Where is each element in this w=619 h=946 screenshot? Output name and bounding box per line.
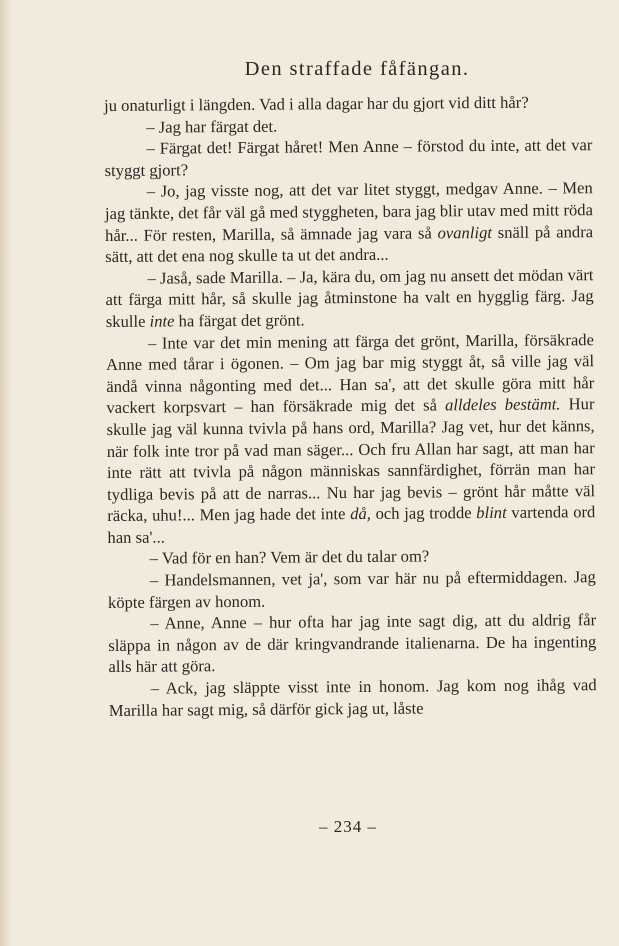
emphasis-text: då, [350, 504, 371, 524]
paragraph [106, 329, 596, 549]
body-text [104, 91, 597, 721]
text-run: ha färgat det grönt. [174, 310, 305, 331]
text-run: – Handelsmannen, vet ja', som var här nu på eftermiddagen. Jag köpte färgen av honom. [107, 567, 596, 612]
text-run: – Inte var det min mening att färga det grönt, Marilla, försäkrade Anne med tårar i ögonen. – Om jag bar mig styggt åt, så ville jag väl ändå vinna någonting med det... Han sa', att det skulle göra mitt hår vackert korpsvart – han försäkrade mig det så [106, 329, 595, 418]
text-run: – Jo, jag visste nog, att det var litet styggt, medgav Anne. – Men jag tänkte, det får väl gå med styggheten, bara jag blir utav med mitt röda hår... För resten, Marilla, så ämnade jag vara så [104, 178, 593, 245]
text-run: – Jag har färgat det. [146, 116, 278, 137]
emphasis-text: ovanligt [437, 222, 493, 242]
text-run: Hur skulle jag väl kunna tvivla på hans ord, Marilla? Jag vet, hur det känns, när folk inte tror på vad man säger... Och fru Allan har sagt, att man har inte rätt att tvivla på någon människas sannfärdighet, förrän man har tydliga bevis på att de narras... Nu har jag bevis – grönt hår måtte väl räcka, uhu!... Men jag hade det inte [106, 394, 596, 526]
paragraph [104, 91, 592, 116]
text-run: – Ack, jag släppte visst inte in honom. Jag kom nog ihåg vad Marilla har sagt mig, så därför gick jag ut, låste [108, 675, 597, 720]
text-run: – Anne, Anne – hur ofta har jag inte sagt dig, att du aldrig får släppa in någon av de där kringvandrande italienarna. De ha ingenting alls här att göra. [108, 610, 597, 677]
paragraph [108, 566, 596, 613]
paragraph [104, 134, 592, 181]
text-run: – Jaså, sade Marilla. – Ja, kära du, om jag nu ansett det mödan värt att färga mitt hår, så skulle jag åtminstone ha valt en hygglig färg. Jag skulle [105, 264, 594, 331]
book-page [104, 58, 597, 721]
paragraph [105, 178, 594, 268]
paragraph [105, 264, 593, 333]
text-run: vartenda ord han sa'... [107, 502, 596, 547]
text-run: – Vad för en han? Vem är det du talar om? [149, 546, 430, 569]
paragraph [109, 674, 597, 721]
emphasis-text: alldeles bestämt. [444, 394, 561, 415]
emphasis-text: inte [149, 311, 175, 331]
emphasis-text: blint [476, 503, 507, 523]
text-run: ju onaturligt i längden. Vad i alla dagar har du gjort vid ditt hår? [104, 92, 529, 115]
text-run: – Färgat det! Färgat håret! Men Anne – förstod du inte, att det var styggt gjort? [104, 135, 593, 180]
paragraph [108, 609, 596, 678]
running-head: Den straffade fåfängan. [244, 58, 470, 80]
text-run: och jag trodde [370, 503, 477, 524]
page-number: – 234 – [319, 817, 377, 836]
text-run: snäll på andra sätt, att det ena nog skulle ta ut det andra... [105, 221, 594, 267]
page-gutter-shadow [0, 0, 12, 946]
